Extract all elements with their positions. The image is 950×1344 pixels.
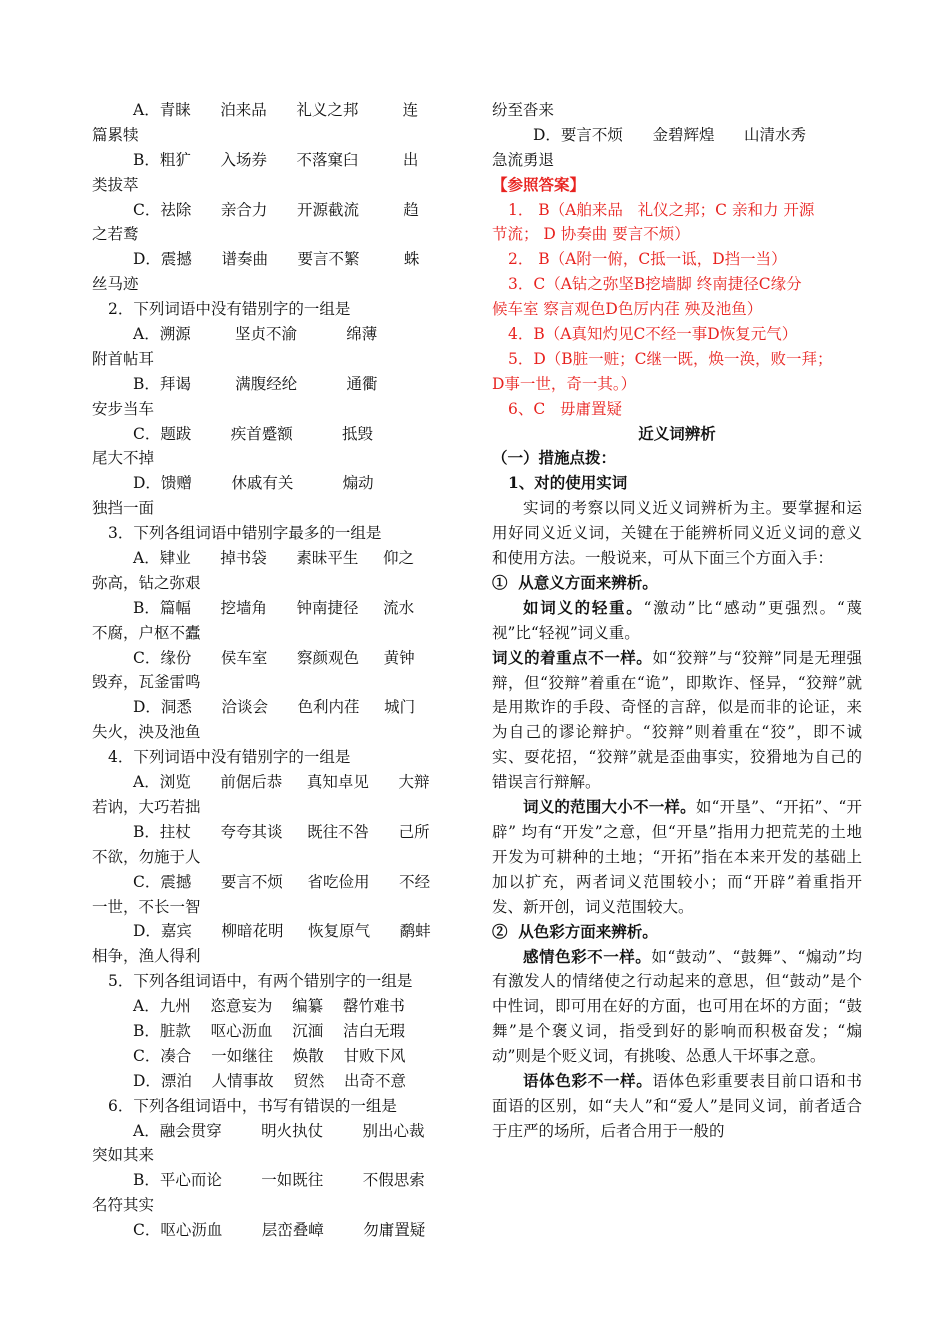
question-line: A．浏览 前倨后恭 真知卓见 大辩 [133, 773, 430, 792]
meaning-heading: ① 从意义方面来辨析。 [492, 572, 658, 592]
question-line: 安步当车 [92, 399, 155, 418]
question-line: A．肄业 掉书袋 素昧平生 仰之 [133, 549, 414, 568]
question-line: 相争，渔人得利 [92, 947, 201, 966]
question-line: 丝马迹 [92, 275, 139, 294]
question-line: 失火，泱及池鱼 [92, 723, 201, 742]
left-column [92, 98, 460, 1243]
question-line: 类拔萃 [92, 175, 139, 194]
question-line: C．题跋 疾首蹙额 抵毁 [133, 424, 374, 443]
weight-paragraph [492, 596, 862, 646]
question-line: 名符其实 [92, 1196, 155, 1215]
question-line: 毁弃，瓦釜雷鸣 [92, 673, 201, 692]
question-line: 突如其来 [92, 1146, 155, 1165]
intro-text: 实词的考察以同义近义词辨析为主。要掌握和运用好同义近义词，关键在于能辨析同义近义词的意义和使用方法。一般说来，可从下面三个方面入手： [492, 499, 862, 568]
answer-line: D．要言不烦 金碧辉煌 山清水秀 [533, 125, 807, 144]
answer-line: 3．C（A钻之弥坚B挖墙脚 终南捷径C缘分 [508, 275, 802, 294]
answer-line: 1． B（A舶来品 礼仪之邦；C 亲和力 开源 [508, 200, 815, 219]
question-line: B．拄杖 夸夸其谈 既往不咎 己所 [133, 822, 430, 841]
question-line: B．平心而论 一如既往 不假思索 [133, 1171, 425, 1190]
register-paragraph [492, 1069, 862, 1144]
question-line: A．融会贯穿 明火执仗 别出心裁 [133, 1121, 425, 1140]
question-line: B．粗犷 入场券 不落窠臼 出 [133, 150, 419, 169]
question-line: A．九州 恣意妄为 编纂 罄竹难书 [133, 997, 405, 1016]
section-title: 近义词辨析 [638, 423, 716, 443]
content-word-heading: 1、对的使用实词 [508, 473, 628, 493]
question-line: C．缘份 侯车室 察颜观色 黄钟 [133, 648, 415, 667]
question-line: C．祛除 亲合力 开源截流 趋 [133, 200, 419, 219]
answer-line: 纷至沓来 [492, 101, 555, 119]
answer-line: 候车室 察言观色D色厉内荏 殃及池鱼） [492, 300, 763, 319]
register-label: 语体色彩不一样。 [523, 1071, 653, 1091]
question-line: B．脏款 呕心沥血 沉湎 洁白无瑕 [133, 1021, 406, 1040]
method-heading: （一）措施点拨： [492, 448, 617, 468]
question-line: D．震撼 谱奏曲 要言不繁 蛛 [133, 250, 420, 269]
answer-line: 节流； D 协奏曲 要言不烦） [492, 225, 690, 244]
question-line: D．馈赠 休戚有关 煽动 [133, 474, 374, 493]
question-line: 5．下列各组词语中，有两个错别字的一组是 [108, 972, 413, 991]
question-line: 一世，不长一智 [92, 897, 201, 916]
answer-line: 2． B（A附一俯，C抵一诋，D挡一当） [508, 250, 787, 269]
emotion-label: 感情色彩不一样。 [523, 946, 652, 966]
scope-text: 如“开垦”、“开拓”、“开辟” 均有“开发”之意，但“开垦”指用力把荒芜的土地开发为可耕种的土地；“开拓”指在本来开发的基础上加以扩充，两者词义范围较小；而“开辟”着重指开发、新开创，词义范围较大。 [492, 798, 862, 916]
question-line: 若讷，大巧若拙 [92, 797, 201, 816]
answer-section [492, 98, 862, 422]
intro-paragraph [492, 496, 862, 571]
question-line: 篇累犊 [92, 125, 139, 144]
answer-line: 5．D（B脏一赃；C继一既，焕一涣，败一拜； [508, 349, 833, 368]
answer-line: 【参照答案】 [492, 174, 586, 194]
question-line: 独挡一面 [92, 499, 155, 518]
question-line: B．篇幅 挖墙角 钟南捷径 流水 [133, 598, 415, 617]
answer-line: D事一世，奇一其。） [492, 374, 637, 393]
question-line: D．洞悉 洽谈会 色利内荏 城门 [133, 698, 416, 717]
focus-text: 如“狡辩”与“狡辩”同是无理强辩，但“狡辩”着重在“诡”，即欺诈、怪异，“狡辩”就是用欺诈的手段、奇怪的言辞，似是而非的论证，来为自己的谬论辩护。“狡辩”则着重在“狡”，即不诚实、耍花招，“狡辩”就是歪曲事实，狡猾地为自己的错误言行辩解。 [492, 648, 862, 792]
question-line: 之若鹜 [92, 225, 139, 244]
weight-text: “激动”比“感动”更强烈。“蔑视”比“轻视”词义重。 [492, 598, 862, 642]
question-line: 不欲，勿施于人 [92, 847, 201, 866]
question-line: 3．下列各组词语中错别字最多的一组是 [108, 524, 382, 543]
right-column [492, 98, 862, 1144]
question-line: A．青睐 泊来品 礼义之邦 连 [133, 101, 419, 119]
question-line: 不腐，户枢不蠹 [92, 623, 201, 642]
question-line: A．溯源 坚贞不渝 绵薄 [133, 325, 378, 344]
weight-label: 如词义的轻重。 [523, 597, 644, 617]
question-line: 4．下列词语中没有错别字的一组是 [108, 748, 351, 767]
question-line: C．呕心沥血 层峦叠嶂 勿庸置疑 [133, 1221, 426, 1240]
emotion-paragraph [492, 945, 862, 1070]
register-text: 语体色彩重要表目前口语和书面语的区别，如“夫人”和“爱人”是同义词，前者适合于庄严的场所，后者合用于一般的 [492, 1072, 862, 1140]
answer-line: 急流勇退 [492, 150, 555, 169]
focus-label: 词义的着重点不一样。 [492, 647, 653, 667]
answer-line: 6、C 毋庸置疑 [508, 399, 623, 418]
emotion-text: 如“鼓动”、“鼓舞”、“煽动”均有激发人的情绪使之行动起来的意思，但“鼓动”是个中性词，即可用在好的方面，也可用在坏的方面；“鼓舞”是个褒义词，指受到好的影响而积极奋发；“煽动”则是个贬义词，有挑唆、怂恿人干坏事之意。 [492, 947, 862, 1066]
question-line: 弥高，钻之弥艰 [92, 573, 201, 592]
scope-label: 词义的范围大小不一样。 [523, 797, 696, 817]
question-line: 6．下列各组词语中，书写有错误的一组是 [108, 1096, 397, 1115]
question-line: D．嘉宾 柳暗花明 恢复原气 鹬蚌 [133, 922, 431, 941]
answer-line: 4．B（A真知灼见C不经一事D恢复元气） [508, 325, 798, 344]
question-line: B．拜谒 满腹经纶 通衢 [133, 374, 378, 393]
question-line: 尾大不掉 [92, 449, 155, 468]
question-line: 附首帖耳 [92, 349, 155, 368]
scope-paragraph [492, 795, 862, 920]
question-line: C．震撼 要言不烦 省吃俭用 不经 [133, 872, 431, 891]
color-heading: ② 从色彩方面来辨析。 [492, 921, 658, 941]
question-line: C．凑合 一如继往 焕散 甘败下风 [133, 1046, 406, 1065]
question-line: D．漂泊 人情事故 贸然 出奇不意 [133, 1071, 407, 1090]
question-line: 2．下列词语中没有错别字的一组是 [108, 300, 351, 319]
focus-paragraph [492, 646, 862, 795]
